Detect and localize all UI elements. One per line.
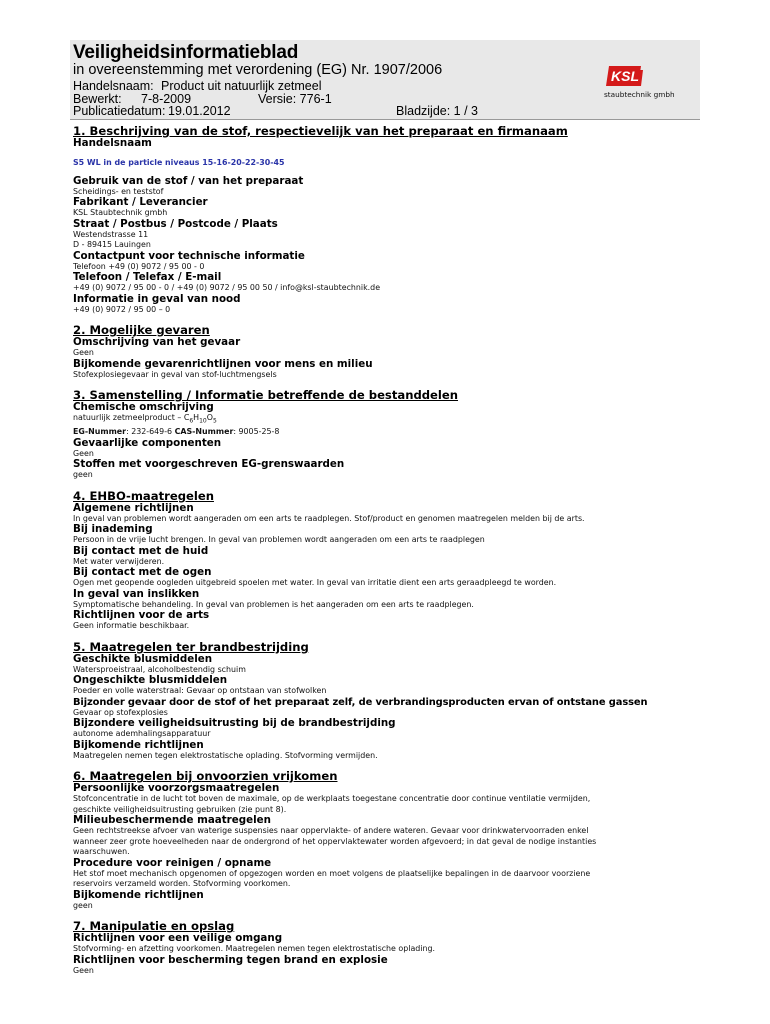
eg-number-label: EG-Nummer	[73, 427, 127, 437]
s1-emergency-heading: Informatie in geval van nood	[73, 292, 241, 305]
ksl-logo	[603, 64, 699, 104]
s3-chemical-heading: Chemische omschrijving	[73, 401, 214, 414]
document-body	[73, 124, 703, 976]
document-subtitle: in overeenstemming met verordening (EG) Nr. 1907/2006	[73, 62, 443, 78]
s4-ingestion-heading: In geval van inslikken	[73, 587, 200, 600]
svg-text:staubtechnik gmbh: staubtechnik gmbh	[604, 90, 675, 99]
s7-fire-text: Geen	[73, 965, 94, 975]
s6-precautions-text-1: Stofconcentratie in de lucht tot boven de maximale, op de werkplaats toegestane concentratie door continue ventilatie vermijden,	[73, 794, 591, 804]
section-7-title: 7. Manipulatie en opslag	[73, 919, 235, 934]
s5-unsuitable-text: Poeder en volle waterstraal: Gevaar op ontstaan van stofwolken	[73, 686, 327, 696]
edited-label: Bewerkt:	[73, 92, 122, 106]
page-indicator: Bladzijde: 1 / 3	[396, 104, 478, 118]
section-3-title: 3. Samenstelling / Informatie betreffende de bestanddelen	[73, 388, 459, 403]
s1-use-text: Scheidings- en teststof	[73, 186, 164, 196]
version: Versie: 776-1	[258, 92, 332, 106]
s5-suitable-heading: Geschikte blusmiddelen	[73, 652, 213, 665]
s6-cleanup-text-2: reservoirs verzameld worden. Stofvorming voorkomen.	[73, 879, 291, 889]
s1-use-heading: Gebruik van de stof / van het preparaat	[73, 174, 304, 187]
s4-inhalation-heading: Bij inademing	[73, 523, 153, 536]
trade-name-label: Handelsnaam:	[73, 79, 154, 93]
s1-contact-heading: Contactpunt voor technische informatie	[73, 249, 305, 262]
trade-name-value: Product uit natuurlijk zetmeel	[161, 79, 322, 93]
s4-skin-heading: Bij contact met de huid	[73, 544, 209, 557]
s2-hazard-text: Geen	[73, 348, 94, 358]
s1-phone-heading: Telefoon / Telefax / E-mail	[73, 271, 222, 284]
s6-environment-text-2: wanneer zeer grote hoeveelheden naar de ondergrond of het oppervlaktewater worden afgevoerd; in dat geval de nodige instanties	[73, 836, 597, 846]
s3-dangerous-heading: Gevaarlijke componenten	[73, 436, 222, 449]
s5-equipment-text: autonome ademhalingsapparatuur	[73, 729, 211, 739]
s5-special-hazard-heading: Bijzonder gevaar door de stof of het preparaat zelf, de verbrandingsproducten ervan of ontstane gassen	[73, 696, 648, 708]
section-5-title: 5. Maatregelen ter brandbestrijding	[73, 639, 309, 654]
section-6	[73, 769, 703, 911]
s5-equipment-heading: Bijzondere veiligheidsuitrusting bij de brandbestrijding	[73, 717, 396, 730]
s3-dangerous-text: Geen	[73, 448, 94, 458]
s6-environment-text-3: waarschuwen.	[73, 847, 130, 857]
s1-address-street: Westendstrasse 11	[73, 229, 149, 239]
s7-handling-heading: Richtlijnen voor een veilige omgang	[73, 932, 283, 945]
s2-hazard-heading: Omschrijving van het gevaar	[73, 336, 241, 349]
document-title: Veiligheidsinformatieblad	[73, 42, 299, 63]
s4-doctor-text: Geen informatie beschikbaar.	[73, 621, 190, 631]
publication-value: 19.01.2012	[168, 104, 231, 118]
section-4-title: 4. EHBO-maatregelen	[73, 488, 214, 503]
s5-additional-text: Maatregelen nemen tegen elektrostatische oplading. Stofvorming vermijden.	[73, 750, 378, 760]
s3-chemical-text: natuurlijk zetmeelproduct – $C_6H_{10}O_5$	[73, 413, 217, 425]
s1-trade-name-heading: Handelsnaam	[73, 137, 152, 149]
s6-cleanup-heading: Procedure voor reinigen / opname	[73, 856, 272, 869]
s3-limits-heading: Stoffen met voorgeschreven EG-grenswaarden	[73, 458, 345, 471]
publication-label: Publicatiedatum:	[73, 104, 166, 118]
s5-additional-heading: Bijkomende richtlijnen	[73, 738, 204, 751]
s4-doctor-heading: Richtlijnen voor de arts	[73, 609, 210, 622]
eg-number-value: : 232-649-6	[126, 427, 175, 437]
s4-skin-text: Met water verwijderen.	[73, 556, 165, 566]
s5-special-hazard-text: Gevaar op stofexplosies	[73, 707, 168, 717]
section-1	[73, 124, 703, 315]
s4-general-heading: Algemene richtlijnen	[73, 501, 194, 514]
cas-number-value: : 9005-25-8	[233, 427, 280, 437]
s4-eyes-heading: Bij contact met de ogen	[73, 566, 212, 579]
section-4	[73, 489, 703, 632]
edited-value: 7-8-2009	[141, 92, 192, 106]
s6-precautions-heading: Persoonlijke voorzorgsmaatregelen	[73, 782, 280, 795]
s3-limits-text: geen	[73, 470, 93, 480]
s7-handling-text: Stofvorming- en afzetting voorkomen. Maatregelen nemen tegen elektrostatische oplading.	[73, 944, 435, 954]
section-1-title: 1. Beschrijving van de stof, respectievelijk van het preparaat en firmanaam	[73, 124, 568, 138]
s2-additional-text: Stofexplosiegevaar in geval van stof-luchtmengsels	[73, 369, 277, 379]
s6-environment-heading: Milieubeschermende maatregelen	[73, 814, 271, 827]
s1-contact-text: Telefoon +49 (0) 9072 / 95 00 - 0	[73, 261, 205, 271]
s6-environment-text-1: Geen rechtstreekse afvoer van waterige suspensies naar oppervlakte- of andere wateren. Gevaar voor drinkwatervoorraden enkel	[73, 826, 589, 836]
section-3	[73, 388, 703, 481]
s1-emergency-text: +49 (0) 9072 / 95 00 – 0	[73, 304, 171, 314]
s6-additional-text: geen	[73, 900, 93, 910]
s2-additional-heading: Bijkomende gevarenrichtlijnen voor mens en milieu	[73, 357, 373, 370]
s7-fire-heading: Richtlijnen voor bescherming tegen brand en explosie	[73, 953, 388, 966]
section-5	[73, 640, 703, 762]
section-2	[73, 323, 703, 380]
s5-unsuitable-heading: Ongeschikte blusmiddelen	[73, 674, 228, 687]
s5-suitable-text: Watersproeistraal, alcoholbestendig schuim	[73, 664, 246, 674]
s1-address-city: D - 89415 Lauingen	[73, 240, 151, 250]
s1-manufacturer-heading: Fabrikant / Leverancier	[73, 196, 208, 209]
s1-trade-name-value: S5 WL in de particle niveaus 15-16-20-22-30-45	[73, 157, 285, 167]
s6-precautions-text-2: geschikte veiligheidsuitrusting gebruiken (zie punt 8).	[73, 804, 287, 814]
s4-inhalation-text: Persoon in de vrije lucht brengen. In geval van problemen wordt aangeraden om een arts te raadplegen	[73, 535, 485, 545]
section-7	[73, 919, 703, 976]
cas-number-label: CAS-Nummer	[174, 427, 234, 437]
s4-ingestion-text: Symptomatische behandeling. In geval van problemen is het aangeraden om een arts te raadplegen.	[73, 599, 474, 609]
section-2-title: 2. Mogelijke gevaren	[73, 323, 210, 338]
s1-manufacturer-text: KSL Staubtechnik gmbh	[73, 208, 168, 218]
s6-additional-heading: Bijkomende richtlijnen	[73, 888, 204, 901]
section-6-title: 6. Maatregelen bij onvoorzien vrijkomen	[73, 769, 338, 784]
svg-text:KSL: KSL	[611, 68, 639, 84]
s4-general-text: In geval van problemen wordt aangeraden om een arts te raadplegen. Stof/product en genomen maatregelen melden bij de arts.	[73, 513, 585, 523]
s1-address-heading: Straat / Postbus / Postcode / Plaats	[73, 217, 278, 230]
s1-phone-text: +49 (0) 9072 / 95 00 - 0 / +49 (0) 9072 / 95 00 50 / info@ksl-staubtechnik.de	[73, 283, 381, 293]
s6-cleanup-text-1: Het stof moet mechanisch opgenomen of opgezogen worden en moet volgens de plaatselijke bepalingen in de daarvoor voorziene	[73, 868, 591, 878]
s4-eyes-text: Ogen met geopende oogleden uitgebreid spoelen met water. In geval van irritatie dient een arts geraadpleegd te worden.	[73, 578, 557, 588]
